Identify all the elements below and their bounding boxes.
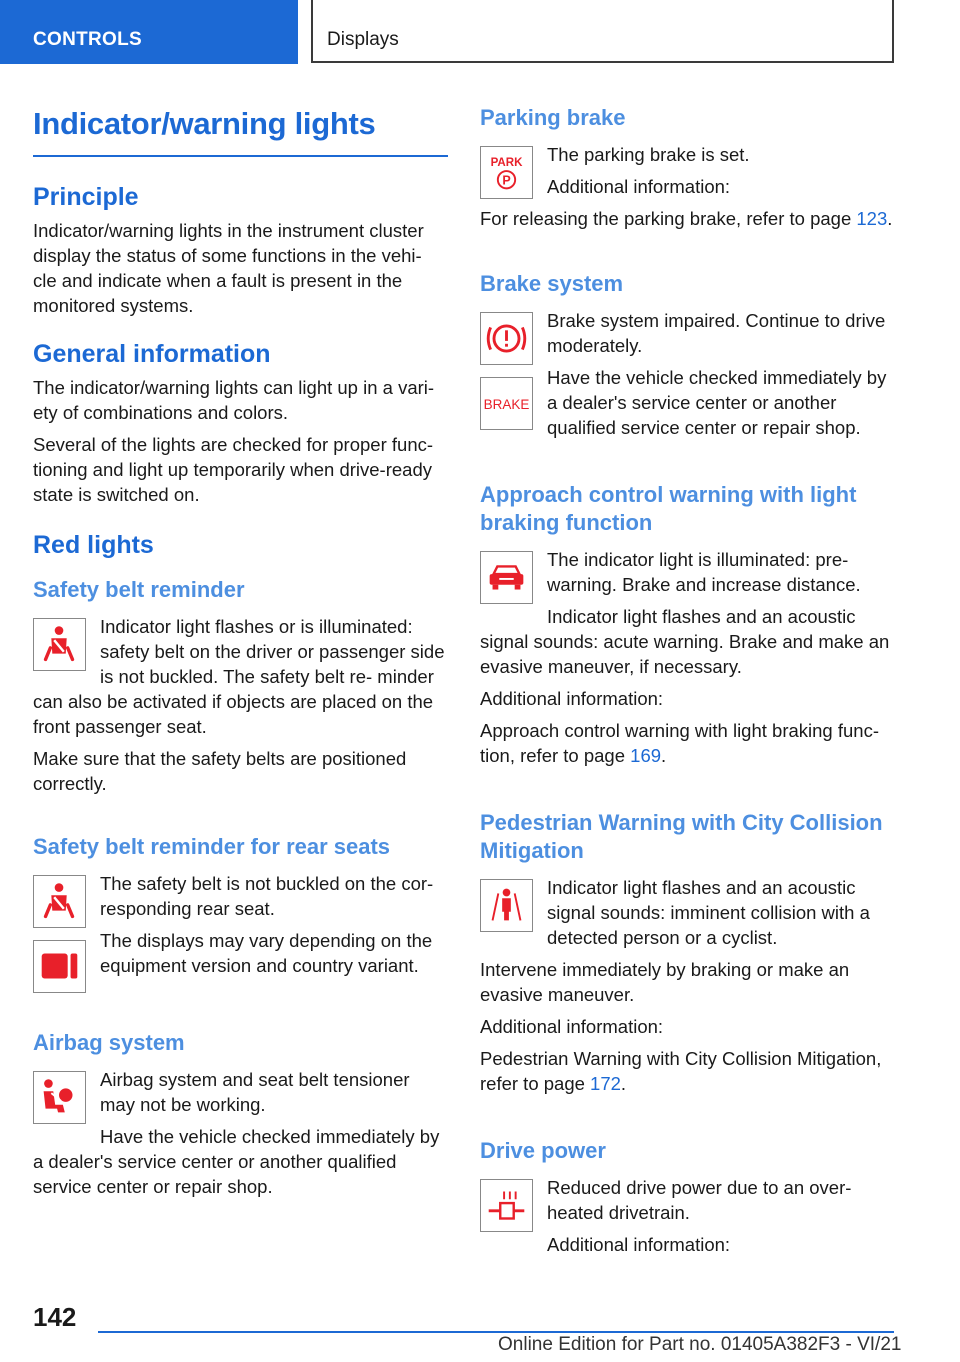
general-info-text-1: The indicator/warning lights can light up in a vari- ety of combinations and colors. bbox=[33, 377, 435, 423]
principle-text: Indicator/warning lights in the instrument cluster display the status of some functions in the vehi- cle and indicate when a fault is present in the monitored systems. bbox=[33, 220, 424, 316]
pedestrian-warning-icon bbox=[480, 879, 533, 932]
belt-reminder-text-1: Indicator light flashes or is illuminated: safety belt on the driver or passenger side is not buckled. The safety belt re- minder can also be activated if objects are placed on the front passenger seat. bbox=[33, 616, 445, 737]
header-subsection-tab bbox=[311, 0, 894, 63]
approach-text-2: Indicator light flashes and an acoustic signal sounds: acute warning. Brake and make an evasive maneuver, if necessary. bbox=[480, 606, 890, 677]
pedestrian-text-2: Intervene immediately by braking or make an evasive maneuver. bbox=[480, 959, 850, 1005]
approach-control-heading: Approach control warning with light braking function bbox=[480, 482, 857, 535]
principle-heading: Principle bbox=[33, 183, 139, 211]
brake-icon-label: BRAKE bbox=[483, 396, 530, 412]
seatbelt-warning-icon bbox=[33, 618, 86, 671]
brake-system-heading: Brake system bbox=[480, 271, 624, 296]
parking-brake-icon-label: PARK bbox=[490, 157, 523, 170]
parking-brake-page-link[interactable]: 123 bbox=[856, 208, 888, 229]
pedestrian-text-4: Pedestrian Warning with City Collision Mitigation, refer to page 172. bbox=[480, 1048, 882, 1094]
brake-text-icon bbox=[480, 377, 533, 430]
rear-seat-indicator-icon bbox=[33, 940, 86, 993]
belt-reminder-heading: Safety belt reminder bbox=[33, 577, 245, 602]
approach-page-link[interactable]: 169 bbox=[630, 745, 662, 766]
approach-text-1: The indicator light is illuminated: pre- warning. Brake and increase distance. bbox=[547, 549, 861, 595]
drive-power-block bbox=[480, 1175, 898, 1264]
rear-belt-block bbox=[33, 871, 448, 997]
header-section-tab bbox=[0, 0, 298, 64]
airbag-text-2: Have the vehicle checked immediately by a dealer's service center or another qualified service center or repair shop. bbox=[33, 1126, 440, 1197]
parking-brake-block bbox=[480, 142, 898, 238]
page-number: 142 bbox=[33, 1302, 77, 1332]
pedestrian-warning-heading: Pedestrian Warning with City Collision Mitigation bbox=[480, 810, 883, 863]
parking-brake-text-1: The parking brake is set. bbox=[547, 144, 750, 165]
approach-warning-car-icon bbox=[480, 551, 533, 604]
approach-text-4: Approach control warning with light braking func- tion, refer to page 169. bbox=[480, 720, 879, 766]
general-info-heading: General information bbox=[33, 340, 271, 368]
left-column bbox=[33, 100, 448, 1206]
pedestrian-page-link[interactable]: 172 bbox=[590, 1073, 621, 1094]
approach-control-block bbox=[480, 547, 898, 775]
footer-edition: Online Edition for Part no. 01405A382F3 - VI/21 bbox=[498, 1334, 902, 1355]
right-column bbox=[480, 100, 898, 1264]
drive-power-text-2: Additional information: bbox=[547, 1234, 731, 1255]
rear-belt-text-1: The safety belt is not buckled on the cor- responding rear seat. bbox=[100, 873, 434, 919]
footer-divider bbox=[98, 1331, 894, 1333]
parking-brake-heading: Parking brake bbox=[480, 105, 626, 130]
belt-reminder-text-2: Make sure that the safety belts are positioned correctly. bbox=[33, 748, 407, 794]
page-title: Indicator/warning lights bbox=[33, 106, 448, 157]
airbag-text-1: Airbag system and seat belt tensioner may not be working. bbox=[100, 1069, 410, 1115]
airbag-block bbox=[33, 1067, 448, 1206]
drive-power-text-1: Reduced drive power due to an over- heated drivetrain. bbox=[547, 1177, 852, 1223]
brake-warning-icon bbox=[480, 312, 533, 365]
drive-power-icon bbox=[480, 1179, 533, 1232]
brake-system-text-1: Brake system impaired. Continue to drive moderately. bbox=[547, 310, 886, 356]
pedestrian-text-3: Additional information: bbox=[480, 1016, 664, 1037]
rear-belt-heading: Safety belt reminder for rear seats bbox=[33, 834, 391, 859]
drive-power-heading: Drive power bbox=[480, 1138, 606, 1163]
svg-text:P: P bbox=[502, 173, 511, 188]
header-section-label: CONTROLS bbox=[33, 29, 143, 50]
pedestrian-text-1: Indicator light flashes and an acoustic signal sounds: imminent collision with a detected person or a cyclist. bbox=[547, 877, 870, 948]
brake-system-block bbox=[480, 308, 898, 447]
airbag-warning-icon bbox=[33, 1071, 86, 1124]
pedestrian-warning-block bbox=[480, 875, 898, 1103]
approach-text-3: Additional information: bbox=[480, 688, 664, 709]
parking-brake-text-3: For releasing the parking brake, refer to page 123. bbox=[480, 208, 893, 229]
belt-reminder-block bbox=[33, 614, 448, 803]
general-info-text-2: Several of the lights are checked for proper func- tioning and light up temporarily when drive-ready state is switched on. bbox=[33, 434, 434, 505]
header-subsection-label: Displays bbox=[327, 29, 399, 50]
red-lights-heading: Red lights bbox=[33, 531, 154, 559]
parking-brake-icon bbox=[480, 146, 533, 199]
rear-belt-text-2: The displays may vary depending on the equipment version and country variant. bbox=[100, 930, 433, 976]
airbag-heading: Airbag system bbox=[33, 1030, 185, 1055]
parking-brake-text-2: Additional information: bbox=[547, 176, 731, 197]
rear-seatbelt-warning-icon bbox=[33, 875, 86, 928]
brake-system-text-2: Have the vehicle checked immediately by a dealer's service center or another qualified service center or repair shop. bbox=[547, 367, 887, 438]
